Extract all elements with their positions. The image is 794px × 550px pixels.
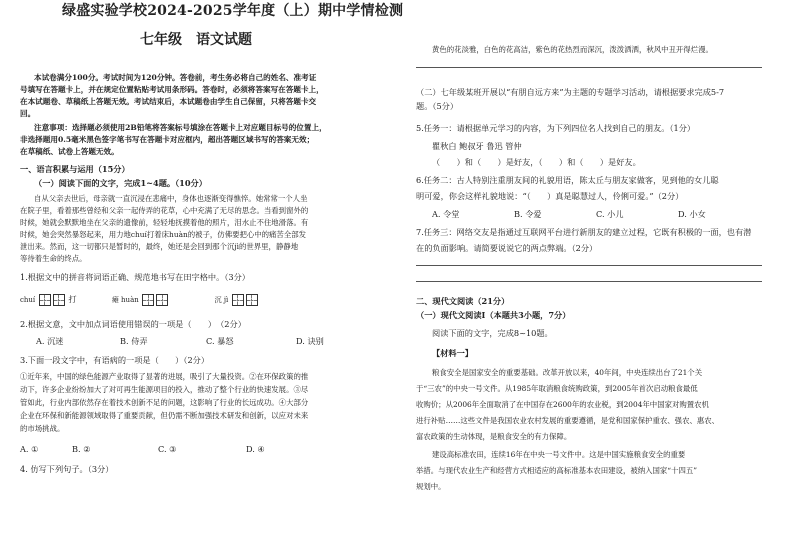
passage-line: 等待着生命的终点。 xyxy=(20,254,87,263)
q3-text-line: 企业在环保和新能源领域取得了重要贡献，但仍需不断加强技术研发和创新，以应对未来 xyxy=(20,411,309,420)
q1-answer-row xyxy=(20,294,259,306)
question-3: 3.下面一段文字中，有语病的一项是（ ）（2分） xyxy=(20,355,210,365)
q2-option[interactable]: D. 诀别 xyxy=(296,336,324,346)
passage-line: 时候，她会突然暴怒起来，用力地chuí打着床huàn的被子，仿佛要把心中的痛苦全部发 xyxy=(20,230,306,239)
answer-line[interactable] xyxy=(416,265,762,266)
tianzi-grid[interactable] xyxy=(142,294,154,306)
section2-title: 二、现代文阅读（21分） xyxy=(416,296,510,306)
q3-text-line: ①近年来，中国的绿色能源产业取得了显著的进展，吸引了大量投资。②在环保政策的推 xyxy=(20,372,309,381)
question-7b: 在的负面影响。请简要说说它的两点弊端。（2分） xyxy=(416,243,598,253)
material-label: 【材料一】 xyxy=(432,348,473,358)
notice-line: 号填写在答题卡上，并在规定位置粘贴考试用条形码。答卷时，必须将答案写在答题卡上， xyxy=(20,85,324,94)
material-line: 进行补贴……这些文件是我国农业农村发展的重要遵循，是党和国家保护重农、强农、惠农、 xyxy=(416,416,720,425)
question-4: 4. 仿写下列句子。（3分） xyxy=(20,464,114,474)
question-7: 7.任务三：网络交友是指通过互联网平台进行新朋友的建立过程，它既有积极的一面，也有潜 xyxy=(416,227,752,237)
q3-text-line: 的市场挑战。 xyxy=(20,424,65,433)
top-line: 黄色的花淡雅，白色的花高洁，紫色的花热烈而深沉，泼泼洒洒，秋风中丑开得烂漫。 xyxy=(432,45,713,54)
passage-line: 时候，她就会默默地坐在父亲的遗像前，轻轻地抚摸着他的照片，泪水止不住地滑落。有 xyxy=(20,218,309,227)
tianzi-grid[interactable] xyxy=(232,294,244,306)
q6-option[interactable]: D. 小女 xyxy=(678,209,706,219)
material-line: 规划中。 xyxy=(416,482,446,491)
q3-option[interactable]: B. ② xyxy=(72,444,91,454)
q3-option[interactable]: D. ④ xyxy=(246,444,265,454)
material-line: 富农政策的生动体现，是粮食安全的有力保障。 xyxy=(416,432,572,441)
read-instruction: 阅读下面的文字，完成8~10题。 xyxy=(432,328,553,338)
question-6b[interactable]: 明可爱，你会这样礼貌地说：“（ ）真是聪慧过人，伶俐可爱。”（2分） xyxy=(416,191,684,201)
q2-option[interactable]: A. 沉迷 xyxy=(36,336,64,346)
material-line: 举措。与现代农业生产和经营方式相适应的高标准基本农田建设，被纳入国家“十四五” xyxy=(416,466,698,475)
passage-line: 自从父亲去世后，母亲就一直沉浸在悲痛中，身体也逐渐变得憔悴。她常常一个人坐 xyxy=(34,194,308,203)
q1-pinyin: chuí xyxy=(20,296,36,304)
q1-pinyin: 瘫 huàn xyxy=(111,296,139,304)
passage-line: 在院子里，看着那些曾经和父亲一起侍弄的花草，心中充满了无尽的思念。当看到窗外的 xyxy=(20,206,309,215)
q6-option[interactable]: B. 令爱 xyxy=(514,209,542,219)
material-line: 收购价；从2006年全面取消了在中国存在2600年的农业税，到2004年中国家对购置农机 xyxy=(416,400,709,409)
q5-pairs[interactable]: （ ）和（ ）是好友，（ ）和（ ）是好友。 xyxy=(432,157,641,167)
tianzi-grid[interactable] xyxy=(246,294,258,306)
notice-line: 注意事项：选择题必须使用2B铅笔将答案标号填涂在答题卡上对应题目标号的位置上， xyxy=(34,123,327,132)
notice-line: 本试卷满分100分。考试时间为120分钟。答卷前，考生务必将自己的姓名、准考证 xyxy=(34,73,317,82)
question-6: 6.任务二：古人特别注重朋友间的礼貌用语，陈太丘与朋友家做客，见到他的女儿聪 xyxy=(416,175,719,185)
q2-option[interactable]: B. 侍弄 xyxy=(120,336,148,346)
section1-sub1: （一）阅读下面的文字，完成1~4题。（10分） xyxy=(34,178,207,188)
grade-title: 七年级 语文试题 xyxy=(140,32,252,48)
tianzi-grid[interactable] xyxy=(39,294,51,306)
question-2: 2.根据文意，文中加点词语使用错误的一项是（ ） （2分） xyxy=(20,319,246,329)
question-5: 5.任务一：请根据单元学习的内容，为下列四位名人找到自己的朋友。（1分） xyxy=(416,123,696,133)
passage-line: 泄出来。然而，这一切都只是暂时的，最终，她还是会回到那个沉jì的世界里，静静地 xyxy=(20,242,299,251)
q3-text-line: 动下，许多企业纷纷加大了对可再生能源项目的投入，推动了整个行业的快速发展。③尽 xyxy=(20,385,309,394)
q1-char: 打 xyxy=(68,294,77,304)
notice-line: 在草稿纸、试卷上答题无效。 xyxy=(20,147,119,156)
tianzi-grid[interactable] xyxy=(156,294,168,306)
question-1: 1.根据文中的拼音将词语正确、规范地书写在田字格中。（3分） xyxy=(20,272,250,282)
section1-title: 一、语言积累与运用（15分） xyxy=(20,164,130,174)
q3-option[interactable]: C. ③ xyxy=(158,444,177,454)
notice-line: 在本试题卷、草稿纸上答题无效。考试结束后，本试题卷由学生自己保留，只将答题卡交 xyxy=(20,97,317,106)
material-line: 建设高标准农田，连续16年在中央一号文件中。这是中国实施粮食安全的重要 xyxy=(432,450,686,459)
answer-line[interactable] xyxy=(416,67,762,68)
subsection-3: （一）现代文阅读Ⅰ（本题共3小题，7分） xyxy=(416,310,571,320)
material-line: 于“三农”的中央一号文件。从1985年取消粮食统购政策，到2005年首次启动粮食最低 xyxy=(416,384,698,393)
answer-line[interactable] xyxy=(416,281,762,282)
q3-text-line: 管如此，行业内部依然存在着技术创新不足的问题，这影响了行业的长远成功。④大部分 xyxy=(20,398,309,407)
subsection-2: （二）七年级某班开展以“有朋自远方来”为主题的专题学习活动，请根据要求完成5-7 xyxy=(416,87,725,97)
q6-option[interactable]: A. 令堂 xyxy=(432,209,460,219)
tianzi-grid[interactable] xyxy=(53,294,65,306)
q1-pinyin: 沉 jì xyxy=(214,296,229,304)
notice-line: 非选择题用0.5毫米黑色签字笔书写在答题卡对应框内，超出答题区域书写的答案无效； xyxy=(20,135,315,144)
subsection-2b: 题。（5分） xyxy=(416,101,459,111)
q3-option[interactable]: A. ① xyxy=(20,444,39,454)
q6-option[interactable]: C. 小儿 xyxy=(596,209,624,219)
school-title: 绿盛实验学校2024-2025学年度（上）期中学情检测 xyxy=(62,3,404,19)
q2-option[interactable]: C. 暴怒 xyxy=(206,336,234,346)
q5-names: 瞿秋白 鲍叔牙 鲁迅 管仲 xyxy=(432,141,522,151)
material-line: 粮食安全是国家安全的重要基础。改革开放以来，40年间，中央连续出台了21个关 xyxy=(432,368,703,377)
notice-line: 回。 xyxy=(20,109,36,118)
